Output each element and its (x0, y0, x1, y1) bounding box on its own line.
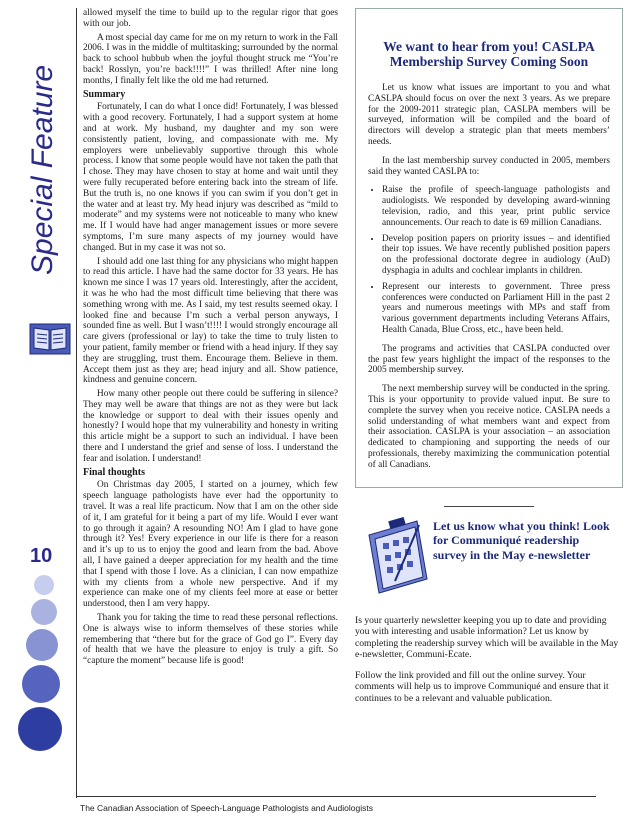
section-title-text: Special Feature (26, 64, 59, 275)
survey-bullet: • Raise the profile of speech-language pathologists and audiologists. We responded by developing award-winning television, radio, and this year, print public service announcements. Our reach to date is 69 million Canadians. (382, 185, 610, 228)
article-paragraph: allowed myself the time to build up to the regular rigor that goes with our job. (83, 8, 338, 29)
article-column (83, 8, 338, 670)
survey-paragraph: In the last membership survey conducted in 2005, members said they wanted CASLPA to: (368, 155, 610, 177)
promo-paragraph: Follow the link provided and fill out the online survey. Your comments will help us to improve Communiqué and ensure that it continues to be a relevant and valuable publication. (355, 669, 609, 705)
survey-title: We want to hear from you! CASLPA Membership Survey Coming Soon (383, 39, 595, 69)
survey-bullet-list (368, 185, 610, 335)
article-paragraph: I should add one last thing for any physicians who might happen to read this article. I have had the same doctor for 33 years. He has known me since I was 17 years old. Interestingly, after the accident, it was he who had the most difficult time believing that there was something wrong with me. As I said, my test results seemed okay. I looked fine and because I’m such a verbal person anyways, I sounded fine as well. But I wasn’t!!!! I would strongly encourage all care givers (professional or lay) to take the time to truly listen to your patient, family member or friend with a head injury. If they say they are struggling, trust them. Encourage them. Believe in them. Accept them just as they are; head injury and all. Show patience, kindness and genuine concern. (83, 256, 338, 386)
survey-announcement-box (355, 8, 623, 488)
article-paragraph: On Christmas day 2005, I started on a journey, which few speech language pathologists have ever had the opportunity to travel. It was a real life practicum. Now that I am on the other side of it, I am grateful for it being a part of my life. Would I ever want to go through it again? A resounding NO! Am I glad to have gone through it? Yes! Every experience in our life is there for a reason and it’s up to us to enjoy the good and learn from the bad. Above all, I have gained a deeper appreciation for my health and the time that I spend with those I love. As a clinician, I can now empathize with my clients from a whole new perspective. And if my experience can make one of my clients feel more at ease or better understood, then I am very happy. (83, 480, 338, 610)
section-divider (444, 506, 534, 507)
decorative-dots (14, 575, 74, 755)
survey-paragraph: The next membership survey will be conducted in the spring. This is your opportunity to provide valued input. Be sure to complete the survey when you receive notice. CASLPA needs a solid understanding of what members want and expect from their association. CASLPA is your association – an association dedicated to championing and supporting the needs of our professionals, thereby maximizing the communication potential of all Canadians. (368, 384, 610, 470)
survey-bullet: • Develop position papers on priority issues – and identified their top issues. We have recently published position papers on the professional doctorate degree in audiology (AuD) dysphagia in adults and cochlear implants in children. (382, 234, 610, 277)
dot-icon (18, 707, 62, 751)
section-title-vertical (14, 20, 64, 280)
promo-paragraph: Is your quarterly newsletter keeping you up to date and providing you with interesting and usable information? Let us know by completing the readership survey which will be available in the May e-newsletter, Communi-Ecate. (355, 614, 619, 661)
footer-rule (76, 796, 596, 797)
sidebar-column (355, 8, 623, 714)
article-paragraph: How many other people out there could be suffering in silence? They may well be aware that things are not as they were but lack the knowledge or support to deal with their issues openly and honestly? I would hope that my vulnerability and honesty in writing this article might be a support to such an individual. I have been there and I understand the grief and sense of loss. I understand the fear and isolation. I understand! (83, 389, 338, 464)
dot-icon (26, 629, 58, 661)
article-subheading: Final thoughts (83, 466, 145, 478)
survey-bullet: • Represent our interests to government. Three press conferences were conducted on Parliament Hill in the past 2 years and numerous meetings with MPs and staff from various government departments including Veterans Affairs, Health Canada, Blue Cross, etc., have been held. (382, 282, 610, 336)
open-book-icon (28, 318, 72, 360)
column-divider (76, 8, 77, 798)
readership-promo (355, 517, 623, 613)
article-paragraph: Fortunately, I can do what I once did! Fortunately, I was blessed with a good recovery. Fortunately, I had a support system at home and at work. My husband, my daughter and my son were consistently patient, loving, and compassionate with me. My employers were unbelievably supportive through this whole process. I know that some people would have not taken the path that I chose. They may have chosen to stay at home and wait until they were fully recuperated before entering back into the stream of life. But the truth is, no one knows if you can swim if you don’t get in the water and at least try. My head injury was described as “mild to moderate” and my systems were not noticeable to many who knew me. If I would have had anger management issues or more severe symptoms, I’m sure many aspects of my journey would have changed. But in my case it was not so. (83, 102, 338, 253)
footer-text: The Canadian Association of Speech-Language Pathologists and Audiologists (80, 803, 373, 813)
article-paragraph: A most special day came for me on my return to work in the Fall 2006. I was in the middle of multitasking; surrounded by the normal back to school hubbub when the joyful thought struck me “You’re back! Rosslyn, you’re back!!!!” I was thrilled! After nine long months, I finally felt like the old me had returned. (83, 32, 338, 86)
dot-icon (22, 665, 60, 703)
article-subheading: Summary (83, 88, 126, 100)
dot-icon (34, 575, 54, 595)
promo-body (355, 615, 623, 705)
survey-paragraph: The programs and activities that CASLPA conducted over the past few years highlight the impact of the responses to the 2005 membership survey. (368, 343, 610, 376)
survey-paragraph: Let us know what issues are important to you and what CASLPA should focus on over the next 3 years. As we prepare for the 2009-2011 strategic plan, CASLPA members will be surveyed, information will be compiled and the board of directors will develop a strategic plan that meets members’ needs. (368, 83, 610, 147)
promo-title: Let us know what you think! Look for Communiqué readership survey in the May e-newsletter (433, 518, 610, 562)
article-paragraph: Thank you for taking the time to read these personal reflections. One is always wise to inform themselves of these stories while remembering that “there but for the grace of God go I”. Every day of health that we have the pleasure to enjoy is truly a gift. So “capture the moment” because life is good! (83, 613, 338, 667)
page-number: 10 (30, 545, 53, 567)
clipboard-checklist-icon (365, 517, 431, 597)
dot-icon (31, 599, 57, 625)
